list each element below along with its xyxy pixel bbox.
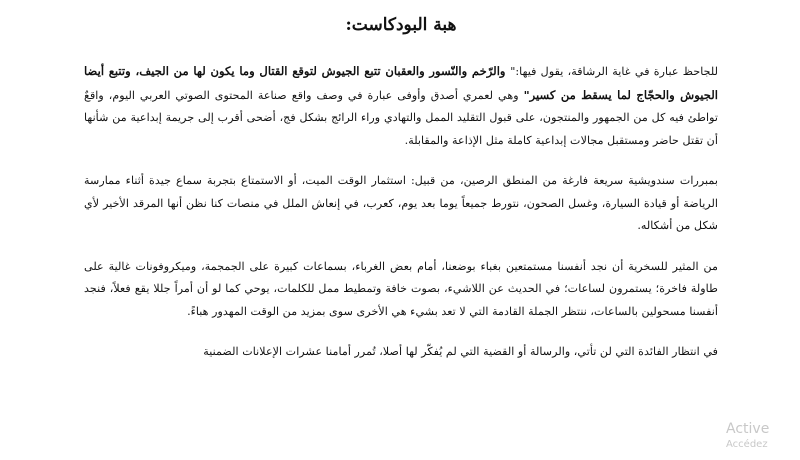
- paragraph-1: [84, 60, 718, 152]
- paragraph-4: في انتظار الفائدة التي لن تأتي، والرسالة أو القضية التي لم يُفكّر لها أصلا، تُمرر أمامنا عشرات الإعلانات الضمنية: [203, 345, 718, 358]
- paragraph-1-intro: للجاحظ عبارة في غاية الرشاقة، يقول فيها:": [510, 65, 719, 78]
- watermark-line-2: Accédez: [726, 439, 768, 450]
- activation-watermark: [726, 420, 796, 452]
- article: [84, 10, 718, 382]
- paragraph-1-rest: وهي لعمري أصدق وأوفى عبارة في وصف واقع صناعة المحتوى الصوتي العربي اليوم، واقعٌ تواطئ فيه كل من الجمهور والمنتجون، على قبول التقليد الممل والتهادي وراء الرائج بشكل فج، أضحى أقرب إلى جريمة إبداعية من شأنها أن تقتل حاضر ومستقبل مجالات إبداعية كاملة مثل الإذاعة والمقابلة.: [84, 88, 718, 147]
- article-title: هبة البودكاست:: [345, 15, 457, 35]
- paragraph-1-quote: والرّخم والنّسور والعقبان تتبع الجيوش لتوقع القتال وما يكون لها من الجيف، وتتبع أيضا الجيوش والحجّاج لما يسقط من كسير": [84, 64, 719, 102]
- paragraph-3: من المثير للسخرية أن نجد أنفسنا مستمتعين بغباء بوضعنا، أمام بعض الغرباء، بسماعات كبيرة على الجمجمة، وميكروفونات غالية على طاولة فاخرة؛ يستمرون لساعات؛ في الحديث عن اللاشيء، بصوت خافة وتمطيط ممل للكلمات، يوحي كما لو أن أمراً جللا يقع فعلاً، فنجد أنفسنا مسحولين بالساعات، ننتظر الجملة القادمة التي لا تعد بشيء هي الأخرى سوى بمزيد من الوقت المهدور هباءً.: [84, 259, 718, 318]
- paragraph-2: بمبررات سندويشية سريعة فارغة من المنطق الرصين، من قبيل: استثمار الوقت الميت، أو الاستمتاع بتجربة سماع جيدة أثناء ممارسة الرياضة أو قيادة السيارة، وغسل الصحون، نتورط جميعاً يوما بعد يوم، كعرب، في إنعاش الملل في منصات كنا نظن أنها المرقد الأخير لأي شكل من أشكاله.: [84, 174, 718, 232]
- watermark-line-1: Active: [726, 421, 770, 437]
